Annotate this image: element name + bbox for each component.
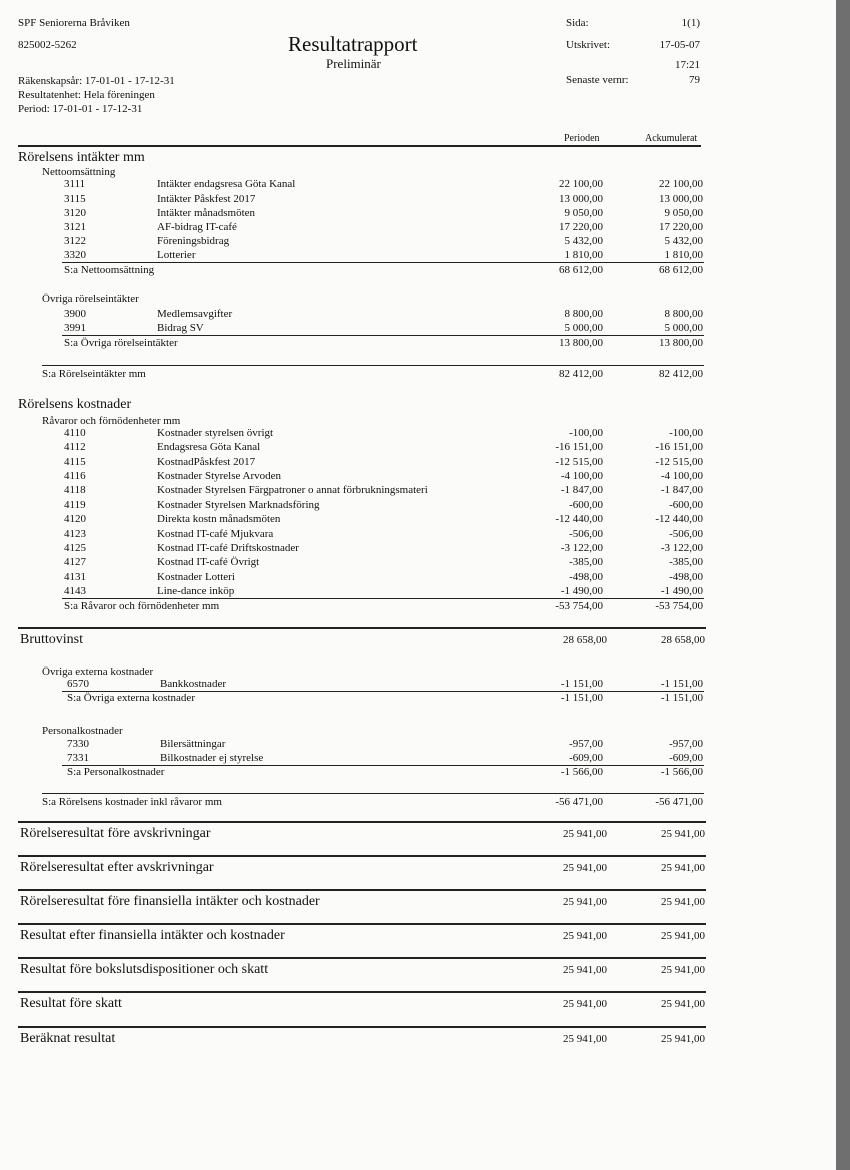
period-amount: 5 000,00 bbox=[564, 322, 603, 334]
accum-amount: -498,00 bbox=[669, 571, 703, 583]
account-name: Lotterier bbox=[157, 249, 196, 261]
result-rule bbox=[18, 855, 706, 857]
period-amount: 5 432,00 bbox=[564, 235, 603, 247]
vernr-label: Senaste vernr: bbox=[566, 74, 629, 86]
account-name: Intäkter Påskfest 2017 bbox=[157, 193, 256, 205]
account-code: 3120 bbox=[64, 207, 86, 219]
account-code: 4131 bbox=[64, 571, 86, 583]
account-code: 4119 bbox=[64, 499, 86, 511]
accum-amount: -600,00 bbox=[669, 499, 703, 511]
total-accum: 82 412,00 bbox=[659, 368, 703, 380]
result-accum: 25 941,00 bbox=[661, 828, 705, 840]
group-heading: Övriga rörelseintäkter bbox=[42, 293, 139, 305]
accum-amount: 8 800,00 bbox=[664, 308, 703, 320]
result-accum: 25 941,00 bbox=[661, 896, 705, 908]
account-name: Föreningsbidrag bbox=[157, 235, 230, 247]
result-accum: 28 658,00 bbox=[661, 634, 705, 646]
period-amount: -506,00 bbox=[569, 528, 603, 540]
vernr-value: 79 bbox=[689, 74, 700, 86]
result-unit: Resultatenhet: Hela föreningen bbox=[18, 89, 155, 101]
subtotal-label: S:a Övriga externa kostnader bbox=[67, 692, 195, 704]
total-period: -56 471,00 bbox=[555, 796, 603, 808]
period-amount: -12 440,00 bbox=[555, 513, 603, 525]
accum-amount: -100,00 bbox=[669, 427, 703, 439]
subtotal-label: S:a Personalkostnader bbox=[67, 766, 165, 778]
accum-amount: 5 000,00 bbox=[664, 322, 703, 334]
period-amount: -1 151,00 bbox=[560, 678, 603, 690]
account-name: Bankkostnader bbox=[160, 678, 226, 690]
result-label: Rörelseresultat före finansiella intäkter och kostnader bbox=[20, 894, 320, 909]
accum-amount: -16 151,00 bbox=[655, 441, 703, 453]
accum-amount: -957,00 bbox=[669, 738, 703, 750]
account-code: 6570 bbox=[67, 678, 89, 690]
printed-label: Utskrivet: bbox=[566, 39, 610, 51]
report-subtitle: Preliminär bbox=[326, 56, 381, 71]
accum-amount: -1 151,00 bbox=[660, 678, 703, 690]
account-code: 3991 bbox=[64, 322, 86, 334]
account-code: 4125 bbox=[64, 542, 86, 554]
total-rule bbox=[42, 793, 704, 794]
total-rule bbox=[42, 365, 704, 366]
period-amount: -385,00 bbox=[569, 556, 603, 568]
account-code: 3900 bbox=[64, 308, 86, 320]
account-name: KostnadPåskfest 2017 bbox=[157, 456, 256, 468]
result-period: 25 941,00 bbox=[563, 998, 607, 1010]
result-accum: 25 941,00 bbox=[661, 964, 705, 976]
report-title: Resultatrapport bbox=[288, 32, 418, 56]
account-code: 7331 bbox=[67, 752, 89, 764]
result-label: Resultat före skatt bbox=[20, 996, 122, 1011]
account-name: Medlemsavgifter bbox=[157, 308, 233, 320]
result-accum: 25 941,00 bbox=[661, 930, 705, 942]
period-amount: 13 000,00 bbox=[559, 193, 603, 205]
accum-amount: 5 432,00 bbox=[664, 235, 703, 247]
period-amount: -609,00 bbox=[569, 752, 603, 764]
period-amount: 22 100,00 bbox=[559, 178, 603, 190]
total-period: 82 412,00 bbox=[559, 368, 603, 380]
org-number: 825002-5262 bbox=[18, 39, 77, 51]
account-name: Endagsresa Göta Kanal bbox=[157, 441, 261, 453]
account-name: AF-bidrag IT-café bbox=[157, 221, 237, 233]
accum-amount: -4 100,00 bbox=[660, 470, 703, 482]
result-period: 25 941,00 bbox=[563, 862, 607, 874]
account-code: 4123 bbox=[64, 528, 86, 540]
accum-amount: -1 847,00 bbox=[660, 484, 703, 496]
period-amount: 9 050,00 bbox=[564, 207, 603, 219]
result-label: Beräknat resultat bbox=[20, 1031, 116, 1046]
subtotal-period: -1 151,00 bbox=[560, 692, 603, 704]
accum-amount: -609,00 bbox=[669, 752, 703, 764]
result-rule bbox=[18, 821, 706, 823]
account-code: 4143 bbox=[64, 585, 86, 597]
result-period: 28 658,00 bbox=[563, 634, 607, 646]
subtotal-period: -53 754,00 bbox=[555, 600, 603, 612]
result-label: Bruttovinst bbox=[20, 632, 84, 647]
result-period: 25 941,00 bbox=[563, 930, 607, 942]
subtotal-rule bbox=[62, 598, 704, 599]
period-amount: -12 515,00 bbox=[555, 456, 603, 468]
account-code: 3121 bbox=[64, 221, 86, 233]
period-amount: -498,00 bbox=[569, 571, 603, 583]
account-name: Intäkter endagsresa Göta Kanal bbox=[157, 178, 296, 190]
total-accum: -56 471,00 bbox=[655, 796, 703, 808]
account-code: 4110 bbox=[64, 427, 86, 439]
accum-amount: 22 100,00 bbox=[659, 178, 703, 190]
period-amount: 8 800,00 bbox=[564, 308, 603, 320]
subtotal-period: 68 612,00 bbox=[559, 264, 603, 276]
account-code: 3320 bbox=[64, 249, 86, 261]
subtotal-period: -1 566,00 bbox=[560, 766, 603, 778]
subtotal-accum: -1 566,00 bbox=[660, 766, 703, 778]
result-rule bbox=[18, 1026, 706, 1028]
result-label: Resultat efter finansiella intäkter och kostnader bbox=[20, 928, 285, 943]
accum-amount: 17 220,00 bbox=[659, 221, 703, 233]
accum-amount: 9 050,00 bbox=[664, 207, 703, 219]
accum-amount: -12 440,00 bbox=[655, 513, 703, 525]
total-label: S:a Rörelseintäkter mm bbox=[42, 368, 146, 380]
result-period: 25 941,00 bbox=[563, 896, 607, 908]
group-heading: Personalkostnader bbox=[42, 725, 123, 737]
account-name: Kostnader Styrelsen Marknadsföring bbox=[157, 499, 320, 511]
accum-amount: -12 515,00 bbox=[655, 456, 703, 468]
account-name: Kostnader Styrelsen Färgpatroner o annat förbrukningsmateri bbox=[157, 484, 428, 496]
section-heading: Rörelsens kostnader bbox=[18, 397, 132, 412]
result-rule bbox=[18, 923, 706, 925]
account-name: Intäkter månadsmöten bbox=[157, 207, 256, 219]
period: Period: 17-01-01 - 17-12-31 bbox=[18, 103, 143, 115]
group-heading: Övriga externa kostnader bbox=[42, 666, 154, 678]
account-name: Line-dance inköp bbox=[157, 585, 235, 597]
group-heading: Nettoomsättning bbox=[42, 166, 116, 178]
account-name: Bidrag SV bbox=[157, 322, 204, 334]
result-accum: 25 941,00 bbox=[661, 998, 705, 1010]
account-name: Kostnad IT-café Övrigt bbox=[157, 556, 260, 568]
account-code: 4115 bbox=[64, 456, 86, 468]
subtotal-label: S:a Övriga rörelseintäkter bbox=[64, 337, 178, 349]
account-name: Kostnader Styrelse Arvoden bbox=[157, 470, 282, 482]
section-heading: Rörelsens intäkter mm bbox=[18, 150, 145, 165]
account-name: Kostnad IT-café Driftskostnader bbox=[157, 542, 299, 554]
result-rule bbox=[18, 627, 706, 629]
account-name: Direkta kostn månadsmöten bbox=[157, 513, 281, 525]
col-accum-header: Ackumulerat bbox=[645, 133, 698, 144]
page-label: Sida: bbox=[566, 17, 589, 29]
account-code: 4118 bbox=[64, 484, 86, 496]
result-accum: 25 941,00 bbox=[661, 1033, 705, 1045]
accum-amount: 13 000,00 bbox=[659, 193, 703, 205]
col-period-header: Perioden bbox=[564, 133, 600, 144]
result-rule bbox=[18, 957, 706, 959]
period-amount: -100,00 bbox=[569, 427, 603, 439]
result-rule bbox=[18, 991, 706, 993]
period-amount: -600,00 bbox=[569, 499, 603, 511]
period-amount: -3 122,00 bbox=[560, 542, 603, 554]
period-amount: -16 151,00 bbox=[555, 441, 603, 453]
accum-amount: -3 122,00 bbox=[660, 542, 703, 554]
subtotal-accum: -1 151,00 bbox=[660, 692, 703, 704]
period-amount: -957,00 bbox=[569, 738, 603, 750]
result-period: 25 941,00 bbox=[563, 828, 607, 840]
result-period: 25 941,00 bbox=[563, 1033, 607, 1045]
accum-amount: -385,00 bbox=[669, 556, 703, 568]
subtotal-period: 13 800,00 bbox=[559, 337, 603, 349]
accum-amount: -506,00 bbox=[669, 528, 703, 540]
result-label: Rörelseresultat efter avskrivningar bbox=[20, 860, 214, 875]
account-name: Kostnad IT-café Mjukvara bbox=[157, 528, 274, 540]
result-label: Resultat före bokslutsdispositioner och skatt bbox=[20, 962, 269, 977]
subtotal-label: S:a Nettoomsättning bbox=[64, 264, 155, 276]
header-rule bbox=[18, 145, 701, 147]
org-name: SPF Seniorerna Bråviken bbox=[18, 17, 130, 29]
period-amount: -4 100,00 bbox=[560, 470, 603, 482]
subtotal-rule bbox=[62, 335, 704, 336]
account-code: 4127 bbox=[64, 556, 86, 568]
result-rule bbox=[18, 889, 706, 891]
result-period: 25 941,00 bbox=[563, 964, 607, 976]
account-code: 4120 bbox=[64, 513, 86, 525]
account-code: 7330 bbox=[67, 738, 89, 750]
accum-amount: -1 490,00 bbox=[660, 585, 703, 597]
subtotal-label: S:a Råvaror och förnödenheter mm bbox=[64, 600, 220, 612]
account-name: Kostnader Lotteri bbox=[157, 571, 235, 583]
printed-time: 17:21 bbox=[674, 59, 700, 71]
account-code: 4116 bbox=[64, 470, 86, 482]
account-code: 3115 bbox=[64, 193, 86, 205]
account-name: Kostnader styrelsen övrigt bbox=[157, 427, 274, 439]
total-label: S:a Rörelsens kostnader inkl råvaror mm bbox=[42, 796, 222, 808]
page-number: 1(1) bbox=[681, 17, 700, 29]
period-amount: -1 847,00 bbox=[560, 484, 603, 496]
subtotal-accum: 13 800,00 bbox=[659, 337, 703, 349]
period-amount: 17 220,00 bbox=[559, 221, 603, 233]
fiscal-year: Räkenskapsår: 17-01-01 - 17-12-31 bbox=[18, 75, 175, 87]
period-amount: -1 490,00 bbox=[560, 585, 603, 597]
account-code: 4112 bbox=[64, 441, 86, 453]
account-code: 3111 bbox=[64, 178, 86, 190]
group-heading: Råvaror och förnödenheter mm bbox=[42, 415, 181, 427]
subtotal-rule bbox=[62, 262, 704, 263]
account-name: Bilersättningar bbox=[160, 738, 226, 750]
period-amount: 1 810,00 bbox=[564, 249, 603, 261]
accum-amount: 1 810,00 bbox=[664, 249, 703, 261]
account-name: Bilkostnader ej styrelse bbox=[160, 752, 264, 764]
account-code: 3122 bbox=[64, 235, 86, 247]
result-accum: 25 941,00 bbox=[661, 862, 705, 874]
result-label: Rörelseresultat före avskrivningar bbox=[20, 826, 211, 841]
printed-date: 17-05-07 bbox=[659, 39, 700, 51]
subtotal-accum: -53 754,00 bbox=[655, 600, 703, 612]
subtotal-accum: 68 612,00 bbox=[659, 264, 703, 276]
